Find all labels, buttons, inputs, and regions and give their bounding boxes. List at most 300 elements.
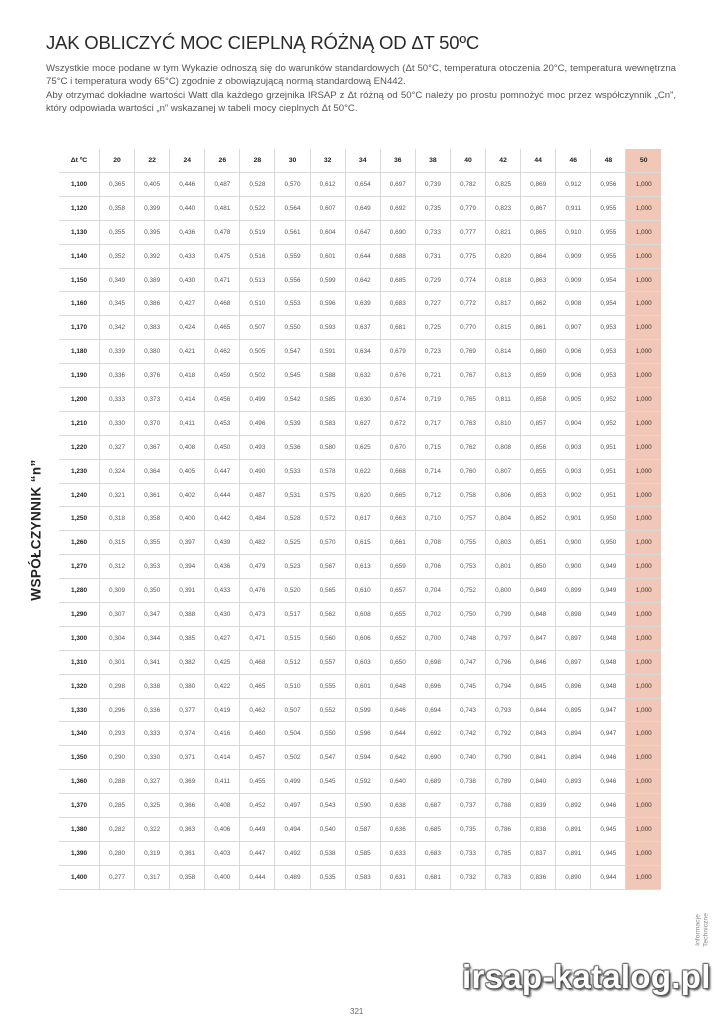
table-row [59,316,661,340]
table-cell: 0,890 [556,865,591,889]
table-cell: 0,567 [310,555,345,579]
table-cell: 0,402 [170,483,205,507]
table-cell: 0,380 [170,674,205,698]
table-cell: 0,457 [240,746,275,770]
row-header-n: 1,230 [59,459,100,483]
table-cell: 0,897 [556,650,591,674]
row-header-n: 1,300 [59,626,100,650]
table-cell: 0,366 [170,794,205,818]
table-cell: 0,685 [380,268,415,292]
table-cell: 0,655 [380,603,415,627]
table-cell: 1,000 [626,196,661,220]
table-cell: 0,583 [310,411,345,435]
table-cell: 0,949 [591,579,626,603]
row-header-n: 1,400 [59,865,100,889]
table-cell: 0,790 [486,746,521,770]
table-cell: 0,769 [450,340,485,364]
table-cell: 0,510 [275,674,310,698]
row-header-n: 1,130 [59,220,100,244]
table-cell: 0,550 [310,722,345,746]
table-cell: 0,900 [556,531,591,555]
table-cell: 0,482 [240,531,275,555]
table-cell: 0,856 [521,435,556,459]
table-cell: 0,462 [205,340,240,364]
table-cell: 0,904 [556,411,591,435]
column-header-dt: 50 [626,149,661,173]
table-cell: 0,625 [345,435,380,459]
table-cell: 0,950 [591,507,626,531]
row-header-n: 1,290 [59,603,100,627]
table-cell: 0,557 [310,650,345,674]
table-cell: 0,636 [380,818,415,842]
table-cell: 0,606 [345,626,380,650]
row-header-n: 1,210 [59,411,100,435]
table-cell: 0,479 [240,555,275,579]
table-cell: 0,739 [415,173,450,197]
column-header-dt: 26 [205,149,240,173]
table-cell: 0,892 [556,794,591,818]
table-cell: 0,949 [591,555,626,579]
table-cell: 0,531 [275,483,310,507]
table-cell: 0,951 [591,435,626,459]
table-cell: 0,322 [135,818,170,842]
row-header-n: 1,190 [59,364,100,388]
table-cell: 0,714 [415,459,450,483]
table-row [59,722,661,746]
table-cell: 0,364 [135,459,170,483]
table-cell: 0,507 [275,698,310,722]
table-cell: 0,775 [450,244,485,268]
table-cell: 0,793 [486,698,521,722]
coefficient-axis-label: WSPÓŁCZYNNIK “n” [28,459,44,601]
table-cell: 0,416 [205,722,240,746]
table-cell: 0,708 [415,531,450,555]
table-cell: 0,515 [275,626,310,650]
table-cell: 0,657 [380,579,415,603]
table-cell: 0,336 [135,698,170,722]
table-cell: 0,710 [415,507,450,531]
page-number: 321 [350,1007,364,1016]
table-cell: 0,543 [310,794,345,818]
table-cell: 0,813 [486,364,521,388]
column-header-dt: 30 [275,149,310,173]
table-cell: 0,421 [170,340,205,364]
table-cell: 0,309 [100,579,135,603]
table-cell: 0,818 [486,268,521,292]
table-cell: 0,525 [275,531,310,555]
table-cell: 0,599 [310,268,345,292]
table-cell: 0,560 [310,626,345,650]
table-cell: 0,319 [135,841,170,865]
table-cell: 0,533 [275,459,310,483]
column-header-dt: 40 [450,149,485,173]
table-row [59,818,661,842]
row-header-n: 1,340 [59,722,100,746]
table-cell: 0,948 [591,650,626,674]
table-cell: 1,000 [626,698,661,722]
table-cell: 1,000 [626,722,661,746]
table-cell: 0,427 [205,626,240,650]
table-cell: 0,685 [415,818,450,842]
table-cell: 0,449 [240,818,275,842]
table-cell: 0,386 [135,292,170,316]
table-cell: 0,774 [450,268,485,292]
table-cell: 0,909 [556,244,591,268]
table-cell: 0,499 [240,388,275,412]
row-header-n: 1,140 [59,244,100,268]
table-cell: 0,954 [591,268,626,292]
column-header-dt: 22 [135,149,170,173]
table-cell: 0,339 [100,340,135,364]
table-cell: 0,719 [415,388,450,412]
table-cell: 0,277 [100,865,135,889]
table-cell: 0,745 [450,674,485,698]
table-cell: 0,670 [380,435,415,459]
row-header-n: 1,240 [59,483,100,507]
table-row [59,483,661,507]
table-cell: 0,565 [310,579,345,603]
table-cell: 0,944 [591,865,626,889]
table-cell: 0,867 [521,196,556,220]
table-cell: 0,363 [170,818,205,842]
table-cell: 0,460 [240,722,275,746]
table-cell: 0,447 [205,459,240,483]
table-cell: 0,951 [591,459,626,483]
table-cell: 0,391 [170,579,205,603]
table-cell: 0,545 [310,770,345,794]
table-cell: 0,502 [240,364,275,388]
row-header-n: 1,310 [59,650,100,674]
table-cell: 0,794 [486,674,521,698]
table-cell: 0,471 [240,626,275,650]
table-cell: 0,740 [450,746,485,770]
table-cell: 0,758 [450,483,485,507]
table-cell: 0,523 [275,555,310,579]
table-cell: 0,950 [591,531,626,555]
table-cell: 1,000 [626,435,661,459]
table-cell: 0,288 [100,770,135,794]
table-cell: 0,639 [345,292,380,316]
table-cell: 0,342 [100,316,135,340]
table-cell: 0,747 [450,650,485,674]
table-cell: 0,455 [240,770,275,794]
table-cell: 0,627 [345,411,380,435]
table-cell: 0,296 [100,698,135,722]
table-cell: 0,430 [205,603,240,627]
table-cell: 0,646 [380,698,415,722]
table-cell: 0,637 [345,316,380,340]
table-cell: 1,000 [626,579,661,603]
table-cell: 0,864 [521,244,556,268]
column-header-dt: 46 [556,149,591,173]
table-cell: 0,847 [521,626,556,650]
table-cell: 1,000 [626,865,661,889]
table-cell: 0,539 [275,411,310,435]
table-cell: 0,350 [135,579,170,603]
table-cell: 0,770 [450,316,485,340]
table-cell: 0,507 [240,316,275,340]
table-cell: 0,315 [100,531,135,555]
table-cell: 0,345 [100,292,135,316]
table-cell: 0,522 [240,196,275,220]
table-cell: 0,841 [521,746,556,770]
table-cell: 1,000 [626,340,661,364]
table-cell: 0,649 [345,196,380,220]
table-cell: 0,897 [556,626,591,650]
table-cell: 0,717 [415,411,450,435]
table-cell: 0,408 [205,794,240,818]
table-cell: 0,792 [486,722,521,746]
table-row [59,435,661,459]
table-cell: 0,540 [310,818,345,842]
table-cell: 0,414 [205,746,240,770]
table-cell: 0,652 [380,626,415,650]
table-cell: 0,487 [205,173,240,197]
table-cell: 0,601 [345,674,380,698]
table-cell: 0,777 [450,220,485,244]
row-header-n: 1,330 [59,698,100,722]
table-cell: 0,697 [380,173,415,197]
row-header-n: 1,250 [59,507,100,531]
table-row [59,746,661,770]
table-cell: 0,617 [345,507,380,531]
table-cell: 0,377 [170,698,205,722]
table-cell: 0,612 [310,173,345,197]
table-cell: 0,355 [100,220,135,244]
table-cell: 0,767 [450,364,485,388]
row-header-n: 1,100 [59,173,100,197]
table-cell: 0,779 [450,196,485,220]
row-header-n: 1,350 [59,746,100,770]
table-cell: 1,000 [626,244,661,268]
table-cell: 0,955 [591,220,626,244]
table-cell: 0,489 [275,865,310,889]
table-cell: 0,663 [380,507,415,531]
table-row [59,626,661,650]
table-cell: 0,369 [170,770,205,794]
table-cell: 0,772 [450,292,485,316]
table-cell: 0,865 [521,220,556,244]
table-cell: 0,333 [135,722,170,746]
table-cell: 0,383 [135,316,170,340]
table-cell: 0,654 [345,173,380,197]
table-cell: 0,894 [556,722,591,746]
table-cell: 0,743 [450,698,485,722]
table-cell: 0,757 [450,507,485,531]
table-cell: 0,900 [556,555,591,579]
table-cell: 0,367 [135,435,170,459]
table-row [59,340,661,364]
table-cell: 0,478 [205,220,240,244]
table-cell: 0,690 [380,220,415,244]
table-cell: 0,860 [521,340,556,364]
table-cell: 0,587 [345,818,380,842]
table-cell: 0,301 [100,650,135,674]
table-cell: 0,599 [345,698,380,722]
table-cell: 0,355 [135,531,170,555]
table-cell: 0,427 [170,292,205,316]
section-tab-line-1: Informacje [694,914,702,946]
table-cell: 0,908 [556,292,591,316]
table-cell: 0,585 [310,388,345,412]
table-cell: 0,392 [135,244,170,268]
table-cell: 0,763 [450,411,485,435]
table-cell: 0,948 [591,674,626,698]
table-cell: 0,836 [521,865,556,889]
table-cell: 0,845 [521,674,556,698]
table-cell: 0,517 [275,603,310,627]
table-cell: 0,580 [310,435,345,459]
table-corner-label: Δt ºC [59,149,100,173]
table-cell: 0,371 [170,746,205,770]
table-cell: 0,811 [486,388,521,412]
table-cell: 0,370 [135,411,170,435]
table-cell: 0,439 [205,531,240,555]
table-cell: 0,951 [591,483,626,507]
table-body [59,173,661,890]
table-cell: 0,403 [205,841,240,865]
table-cell: 1,000 [626,746,661,770]
table-cell: 0,327 [135,770,170,794]
table-cell: 0,840 [521,770,556,794]
table-cell: 1,000 [626,459,661,483]
table-cell: 0,520 [275,579,310,603]
table-cell: 0,447 [240,841,275,865]
table-cell: 0,468 [240,650,275,674]
table-row [59,268,661,292]
table-cell: 0,681 [380,316,415,340]
page-title: JAK OBLICZYĆ MOC CIEPLNĄ RÓŻNĄ OD ΔT 50ºC [46,32,480,53]
table-cell: 0,800 [486,579,521,603]
table-cell: 0,471 [205,268,240,292]
table-cell: 1,000 [626,292,661,316]
table-cell: 0,733 [415,220,450,244]
table-cell: 0,954 [591,292,626,316]
table-cell: 0,782 [450,173,485,197]
table-cell: 0,851 [521,531,556,555]
table-cell: 0,702 [415,603,450,627]
table-cell: 0,903 [556,459,591,483]
table-cell: 0,453 [205,411,240,435]
table-cell: 0,956 [591,173,626,197]
table-cell: 1,000 [626,818,661,842]
row-header-n: 1,150 [59,268,100,292]
table-cell: 0,946 [591,794,626,818]
table-cell: 0,601 [310,244,345,268]
table-cell: 0,397 [170,531,205,555]
row-header-n: 1,180 [59,340,100,364]
table-cell: 0,696 [415,674,450,698]
table-cell: 0,844 [521,698,556,722]
table-row [59,841,661,865]
table-cell: 0,953 [591,364,626,388]
watermark: irsap-katalog.pl [462,958,711,995]
table-cell: 0,863 [521,268,556,292]
table-cell: 0,953 [591,316,626,340]
table-cell: 0,642 [345,268,380,292]
column-header-dt: 32 [310,149,345,173]
table-cell: 0,419 [205,698,240,722]
table-cell: 0,608 [345,603,380,627]
table-row [59,555,661,579]
section-tab-line-2: Techniczne [703,912,710,948]
table-cell: 0,492 [275,841,310,865]
table-cell: 0,490 [240,459,275,483]
table-cell: 0,849 [521,579,556,603]
table-cell: 0,804 [486,507,521,531]
table-cell: 0,545 [275,364,310,388]
table-cell: 0,312 [100,555,135,579]
table-cell: 0,594 [345,746,380,770]
table-cell: 1,000 [626,316,661,340]
table-cell: 0,499 [275,770,310,794]
table-cell: 0,861 [521,316,556,340]
table-cell: 0,952 [591,411,626,435]
table-cell: 1,000 [626,555,661,579]
table-cell: 0,456 [205,388,240,412]
row-header-n: 1,200 [59,388,100,412]
table-cell: 0,298 [100,674,135,698]
table-cell: 0,321 [100,483,135,507]
table-cell: 0,817 [486,292,521,316]
table-cell: 0,570 [310,531,345,555]
row-header-n: 1,260 [59,531,100,555]
table-row [59,650,661,674]
table-cell: 0,633 [380,841,415,865]
table-row [59,579,661,603]
table-cell: 0,869 [521,173,556,197]
table-cell: 0,473 [240,603,275,627]
table-cell: 0,946 [591,770,626,794]
table-cell: 0,946 [591,746,626,770]
table-cell: 1,000 [626,507,661,531]
table-cell: 0,906 [556,340,591,364]
coefficient-table [59,149,661,890]
table-cell: 0,688 [380,244,415,268]
table-cell: 0,496 [240,411,275,435]
table-cell: 0,753 [450,555,485,579]
table-cell: 0,785 [486,841,521,865]
row-header-n: 1,370 [59,794,100,818]
table-cell: 0,737 [450,794,485,818]
table-cell: 0,895 [556,698,591,722]
row-header-n: 1,390 [59,841,100,865]
table-cell: 0,591 [310,340,345,364]
row-header-n: 1,320 [59,674,100,698]
table-cell: 0,634 [345,340,380,364]
table-cell: 0,528 [275,507,310,531]
table-cell: 0,907 [556,316,591,340]
table-cell: 0,750 [450,603,485,627]
table-cell: 0,949 [591,603,626,627]
table-cell: 0,698 [415,650,450,674]
table-cell: 0,516 [240,244,275,268]
table-cell: 0,752 [450,579,485,603]
table-cell: 0,788 [486,794,521,818]
table-cell: 0,358 [135,507,170,531]
table-cell: 0,487 [240,483,275,507]
table-cell: 0,400 [205,865,240,889]
table-cell: 0,853 [521,483,556,507]
table-cell: 0,570 [275,173,310,197]
table-cell: 0,630 [345,388,380,412]
table-cell: 0,459 [205,364,240,388]
table-cell: 0,382 [170,650,205,674]
table-cell: 0,578 [310,459,345,483]
table-cell: 0,846 [521,650,556,674]
table-cell: 0,547 [275,340,310,364]
table-cell: 0,572 [310,507,345,531]
